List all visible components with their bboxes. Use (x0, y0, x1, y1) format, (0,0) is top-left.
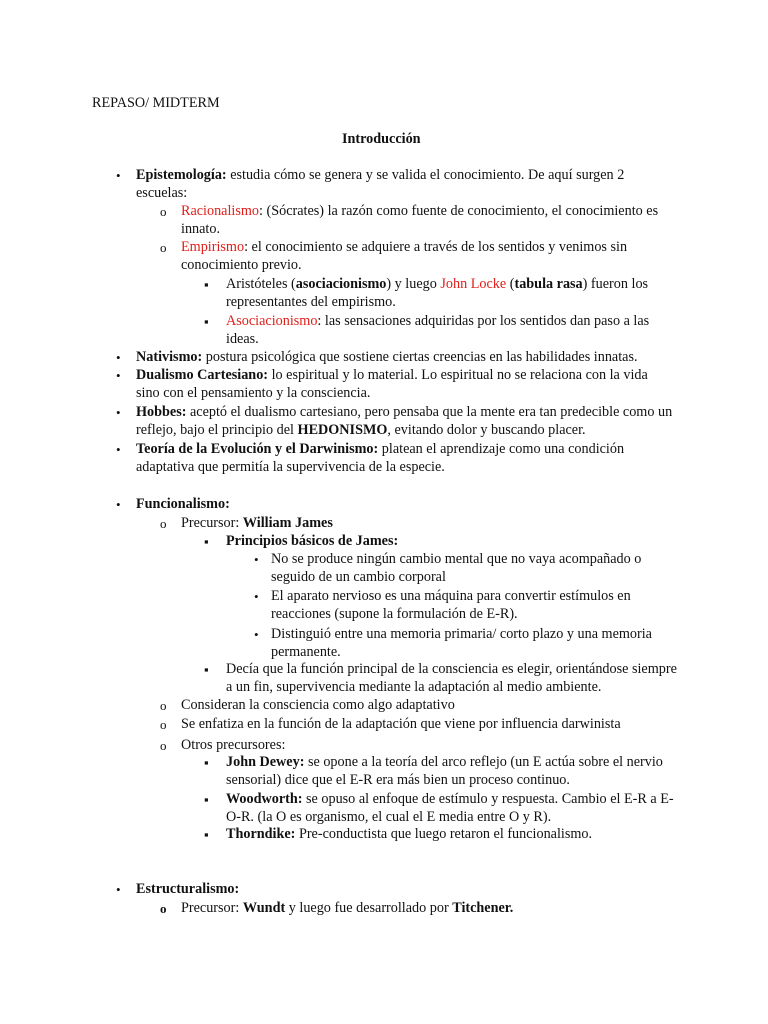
square-bullet-icon: ▪ (204, 314, 209, 329)
square-bullet-icon: ▪ (204, 534, 209, 549)
list-item-principio-2: El aparato nervioso es una máquina para convertir estímulos en reacciones (supone la formulación de E-R). (271, 588, 631, 623)
list-item-funcionalismo: Funcionalismo: (136, 496, 230, 512)
list-item-empirismo: Empirismo: el conocimiento se adquiere a través de los sentidos y venimos sin conocimiento previo. (181, 239, 628, 274)
list-item-epistemologia: Epistemología: estudia cómo se genera y se valida el conocimiento. De aquí surgen 2 escuelas: (136, 167, 625, 202)
circle-bullet-icon: o (160, 717, 167, 732)
section-title-introduccion: Introducción (342, 131, 421, 147)
term: Racionalismo (181, 203, 260, 219)
list-item-woodworth: Woodworth: se opuso al enfoque de estímulo y respuesta. Cambio el E-R a E-O-R. (la O es organismo, el cual el E media entre O y R). (226, 791, 674, 826)
circle-bullet-icon: o (160, 698, 167, 713)
bullet-icon: • (116, 168, 121, 183)
list-item-evolucion: Teoría de la Evolución y el Darwinismo: platean el aprendizaje como una condición adaptativa que permitía la supervivencia de la especie. (136, 441, 625, 476)
term: Epistemología: (136, 167, 227, 183)
list-item-dewey: John Dewey: se opone a la teoría del arco reflejo (un E actúa sobre el nervio sensorial) dice que el E-R era más bien un proceso continuo. (226, 754, 663, 789)
square-bullet-icon: ▪ (204, 277, 209, 292)
list-item-funcion-consciencia: Decía que la función principal de la consciencia es elegir, orientándose siempre a un fin, supervivencia mediante la adaptación al medio ambiente. (226, 661, 677, 696)
circle-bullet-icon: o (160, 901, 167, 916)
list-item-otros-precursores: Otros precursores: (181, 737, 286, 753)
bullet-icon: • (116, 350, 121, 365)
list-item-principios: Principios básicos de James: (226, 533, 399, 549)
list-item-enfatiza: Se enfatiza en la función de la adaptación que viene por influencia darwinista (181, 716, 621, 732)
list-item-estructuralismo: Estructuralismo: (136, 881, 240, 897)
square-bullet-icon: ▪ (204, 792, 209, 807)
circle-bullet-icon: o (160, 738, 167, 753)
list-item-asociacionismo: Asociacionismo: las sensaciones adquiridas por los sentidos dan paso a las ideas. (226, 313, 650, 348)
square-bullet-icon: ▪ (204, 827, 209, 842)
list-item-nativismo: Nativismo: postura psicológica que sostiene ciertas creencias en las habilidades innatas. (136, 349, 638, 365)
bullet-icon: • (116, 497, 121, 512)
circle-bullet-icon: o (160, 516, 167, 531)
bullet-icon: • (254, 552, 259, 567)
list-item-principio-3: Distinguió entre una memoria primaria/ corto plazo y una memoria permanente. (271, 626, 652, 661)
square-bullet-icon: ▪ (204, 755, 209, 770)
circle-bullet-icon: o (160, 204, 167, 219)
bullet-icon: • (116, 442, 121, 457)
list-item-hobbes: Hobbes: aceptó el dualismo cartesiano, pero pensaba que la mente era tan predecible como un reflejo, bajo el principio del HEDONISMO, evitando dolor y buscando placer. (136, 404, 673, 439)
list-item-precursor-wundt: Precursor: Wundt y luego fue desarrollado por Titchener. (181, 900, 514, 916)
bullet-icon: • (254, 627, 259, 642)
list-item-aristoteles: Aristóteles (asociacionismo) y luego John Locke (tabula rasa) fueron los representantes del empirismo. (226, 276, 649, 311)
bullet-icon: • (116, 882, 121, 897)
circle-bullet-icon: o (160, 240, 167, 255)
term: Empirismo (181, 239, 245, 255)
square-bullet-icon: ▪ (204, 662, 209, 677)
list-item-precursor-james: Precursor: William James (181, 515, 333, 531)
bullet-icon: • (116, 405, 121, 420)
doc-header: REPASO/ MIDTERM (92, 95, 220, 111)
list-item-consideran: Consideran la consciencia como algo adaptativo (181, 697, 455, 713)
list-item-racionalismo: Racionalismo: (Sócrates) la razón como fuente de conocimiento, el conocimiento es innato. (181, 203, 659, 238)
list-item-thorndike: Thorndike: Pre-conductista que luego retaron el funcionalismo. (226, 826, 593, 842)
bullet-icon: • (254, 589, 259, 604)
list-item-dualismo: Dualismo Cartesiano: lo espiritual y lo material. Lo espiritual no se relaciona con la vida sino con el pensamiento y la consciencia. (136, 367, 648, 402)
list-item-principio-1: No se produce ningún cambio mental que no vaya acompañado o seguido de un cambio corporal (271, 551, 642, 586)
bullet-icon: • (116, 368, 121, 383)
